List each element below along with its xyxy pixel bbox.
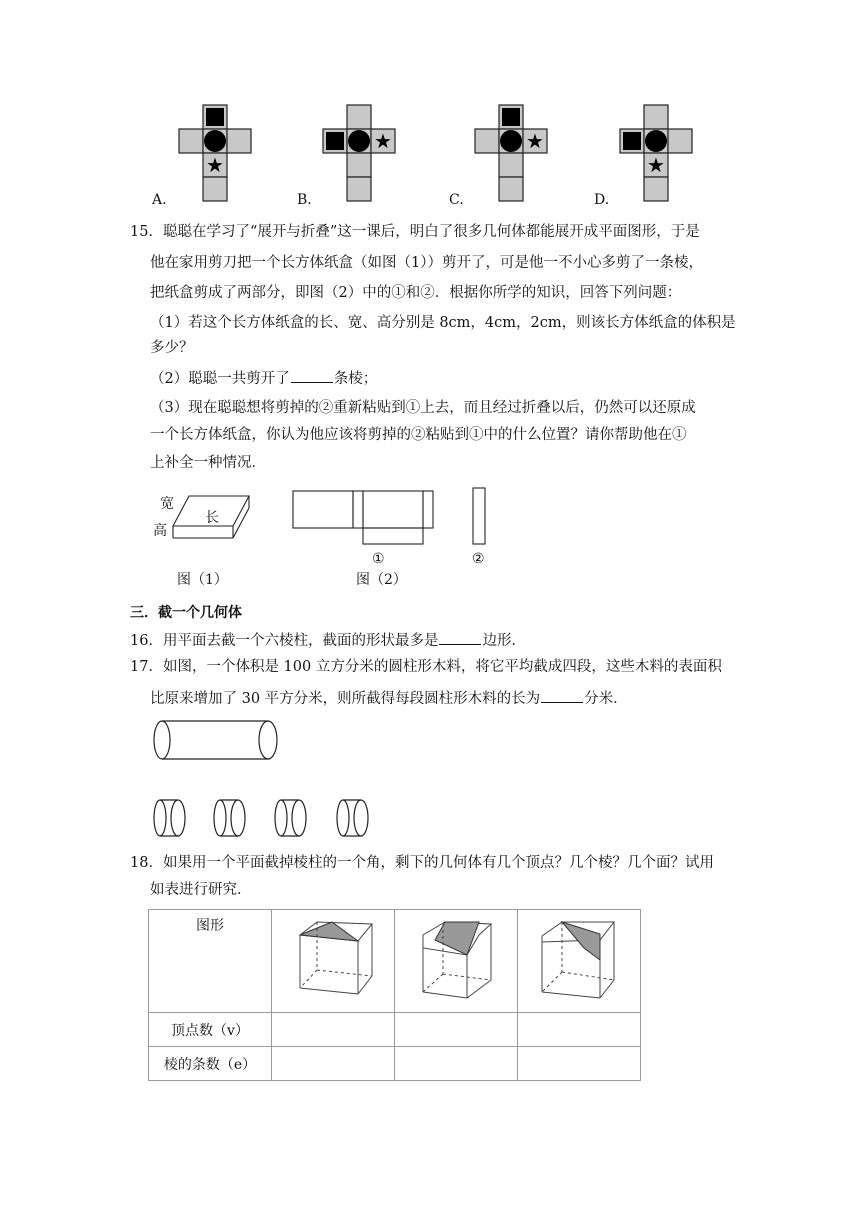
q15-line3: 把纸盒剪成了两部分，即图（2）中的①和②．根据你所学的知识，回答下列问题： <box>150 285 682 301</box>
net-d-circle-mark <box>645 130 667 152</box>
net-b-circle-mark <box>348 130 370 152</box>
option-c-label: C. <box>449 192 464 208</box>
q16-post: 边形． <box>482 633 526 649</box>
row-vertices-label: 顶点数（v） <box>171 1022 249 1039</box>
vertices-answer-1[interactable] <box>272 1013 395 1047</box>
edges-answer-1[interactable] <box>272 1047 395 1081</box>
q15-sub3-line3: 上补全一种情况． <box>150 455 266 471</box>
q16-pre: 16．用平面去截一个六棱柱，截面的形状最多是 <box>130 633 439 649</box>
net-b-square-mark <box>326 132 344 150</box>
net-d-square-mark <box>623 132 641 150</box>
row-edges-label: 棱的条数（e） <box>163 1056 257 1073</box>
q17-line2-post: 分米． <box>584 691 628 707</box>
q17-cylinder-whole <box>150 716 285 766</box>
net-b-star-icon: ★ <box>374 129 392 153</box>
label-high: 高 <box>153 523 167 539</box>
net-b <box>323 105 395 201</box>
vertices-answer-3[interactable] <box>518 1013 641 1047</box>
q15-sub2 <box>150 368 377 389</box>
q15-sub1-line2: 多少？ <box>150 340 194 356</box>
net-a-circle-mark <box>204 130 226 152</box>
q18-table <box>148 909 641 1081</box>
net-a-star-icon: ★ <box>206 153 224 177</box>
caption-fig1: 图（1） <box>177 572 228 588</box>
table-figure-cell-1 <box>272 910 395 1013</box>
table-figure-cell-2 <box>395 910 518 1013</box>
q14-net-figures <box>160 100 720 210</box>
q18-line2: 如表进行研究． <box>150 882 252 898</box>
q15-net-piece2 <box>470 486 490 548</box>
net-c-star-icon: ★ <box>526 129 544 153</box>
net-a-square-mark <box>206 108 224 126</box>
q17-line1: 17．如图，一个体积是 100 立方分米的圆柱形木料，将它平均截成四段，这些木料的表面积 <box>130 659 722 675</box>
q15-sub2-pre: （2）聪聪一共剪开了 <box>150 371 290 387</box>
edges-answer-2[interactable] <box>395 1047 518 1081</box>
net-c-square-mark <box>502 108 520 126</box>
net-d-star-icon: ★ <box>647 153 665 177</box>
q17-line2 <box>150 688 628 709</box>
q17-cylinder-pieces <box>150 796 380 842</box>
option-b-label: B. <box>297 192 312 208</box>
label-piece2: ② <box>472 551 485 567</box>
q15-answer-blank[interactable] <box>291 368 333 383</box>
row-edges-label-cell <box>149 1047 272 1081</box>
q15-sub2-post: 条棱； <box>333 371 378 387</box>
edges-answer-3[interactable] <box>518 1047 641 1081</box>
vertices-answer-2[interactable] <box>395 1013 518 1047</box>
cut-prism-figure-2 <box>395 910 517 1008</box>
section-3-heading: 三．截一个几何体 <box>130 605 242 621</box>
option-a-label: A. <box>152 192 167 208</box>
q17-answer-blank[interactable] <box>541 688 583 703</box>
cut-prism-figure-3 <box>518 910 640 1008</box>
q15-net-piece1 <box>290 488 440 548</box>
q16-answer-blank[interactable] <box>439 630 481 645</box>
q18-line1: 18．如果用一个平面截掉棱柱的一个角，剩下的几何体有几个顶点？几个棱？几个面？试用 <box>130 855 714 871</box>
q15-line1: 15．聪聪在学习了“展开与折叠”这一课后，明白了很多几何体都能展开成平面图形，于是 <box>130 224 700 240</box>
row-vertices-label-cell <box>149 1013 272 1047</box>
q15-sub1-line1: （1）若这个长方体纸盒的长、宽、高分别是 8cm，4cm，2cm，则该长方体纸盒的体积是 <box>150 315 736 331</box>
label-piece1: ① <box>372 551 385 567</box>
table-header-cell <box>149 910 272 1013</box>
label-long: 长 <box>205 510 219 526</box>
table-header: 图形 <box>196 918 224 934</box>
caption-fig2: 图（2） <box>356 572 407 588</box>
net-c-circle-mark <box>500 130 522 152</box>
option-d-label: D. <box>594 192 610 208</box>
table-figure-cell-3 <box>518 910 641 1013</box>
cut-prism-figure-1 <box>272 910 394 1008</box>
q15-line2: 他在家用剪刀把一个长方体纸盒（如图（1））剪开了，可是他一不小心多剪了一条棱， <box>150 255 703 271</box>
q15-sub3-line2: 一个长方体纸盒，你认为他应该将剪掉的②粘贴到①中的什么位置？请你帮助他在① <box>150 427 687 443</box>
q17-line2-pre: 比原来增加了 30 平方分米，则所截得每段圆柱形木料的长为 <box>150 691 541 707</box>
q15-box-figure <box>165 488 275 543</box>
q15-sub3-line1: （3）现在聪聪想将剪掉的②重新粘贴到①上去，而且经过折叠以后，仍然可以还原成 <box>150 400 696 416</box>
q16 <box>130 630 526 651</box>
label-wide: 宽 <box>160 496 174 512</box>
